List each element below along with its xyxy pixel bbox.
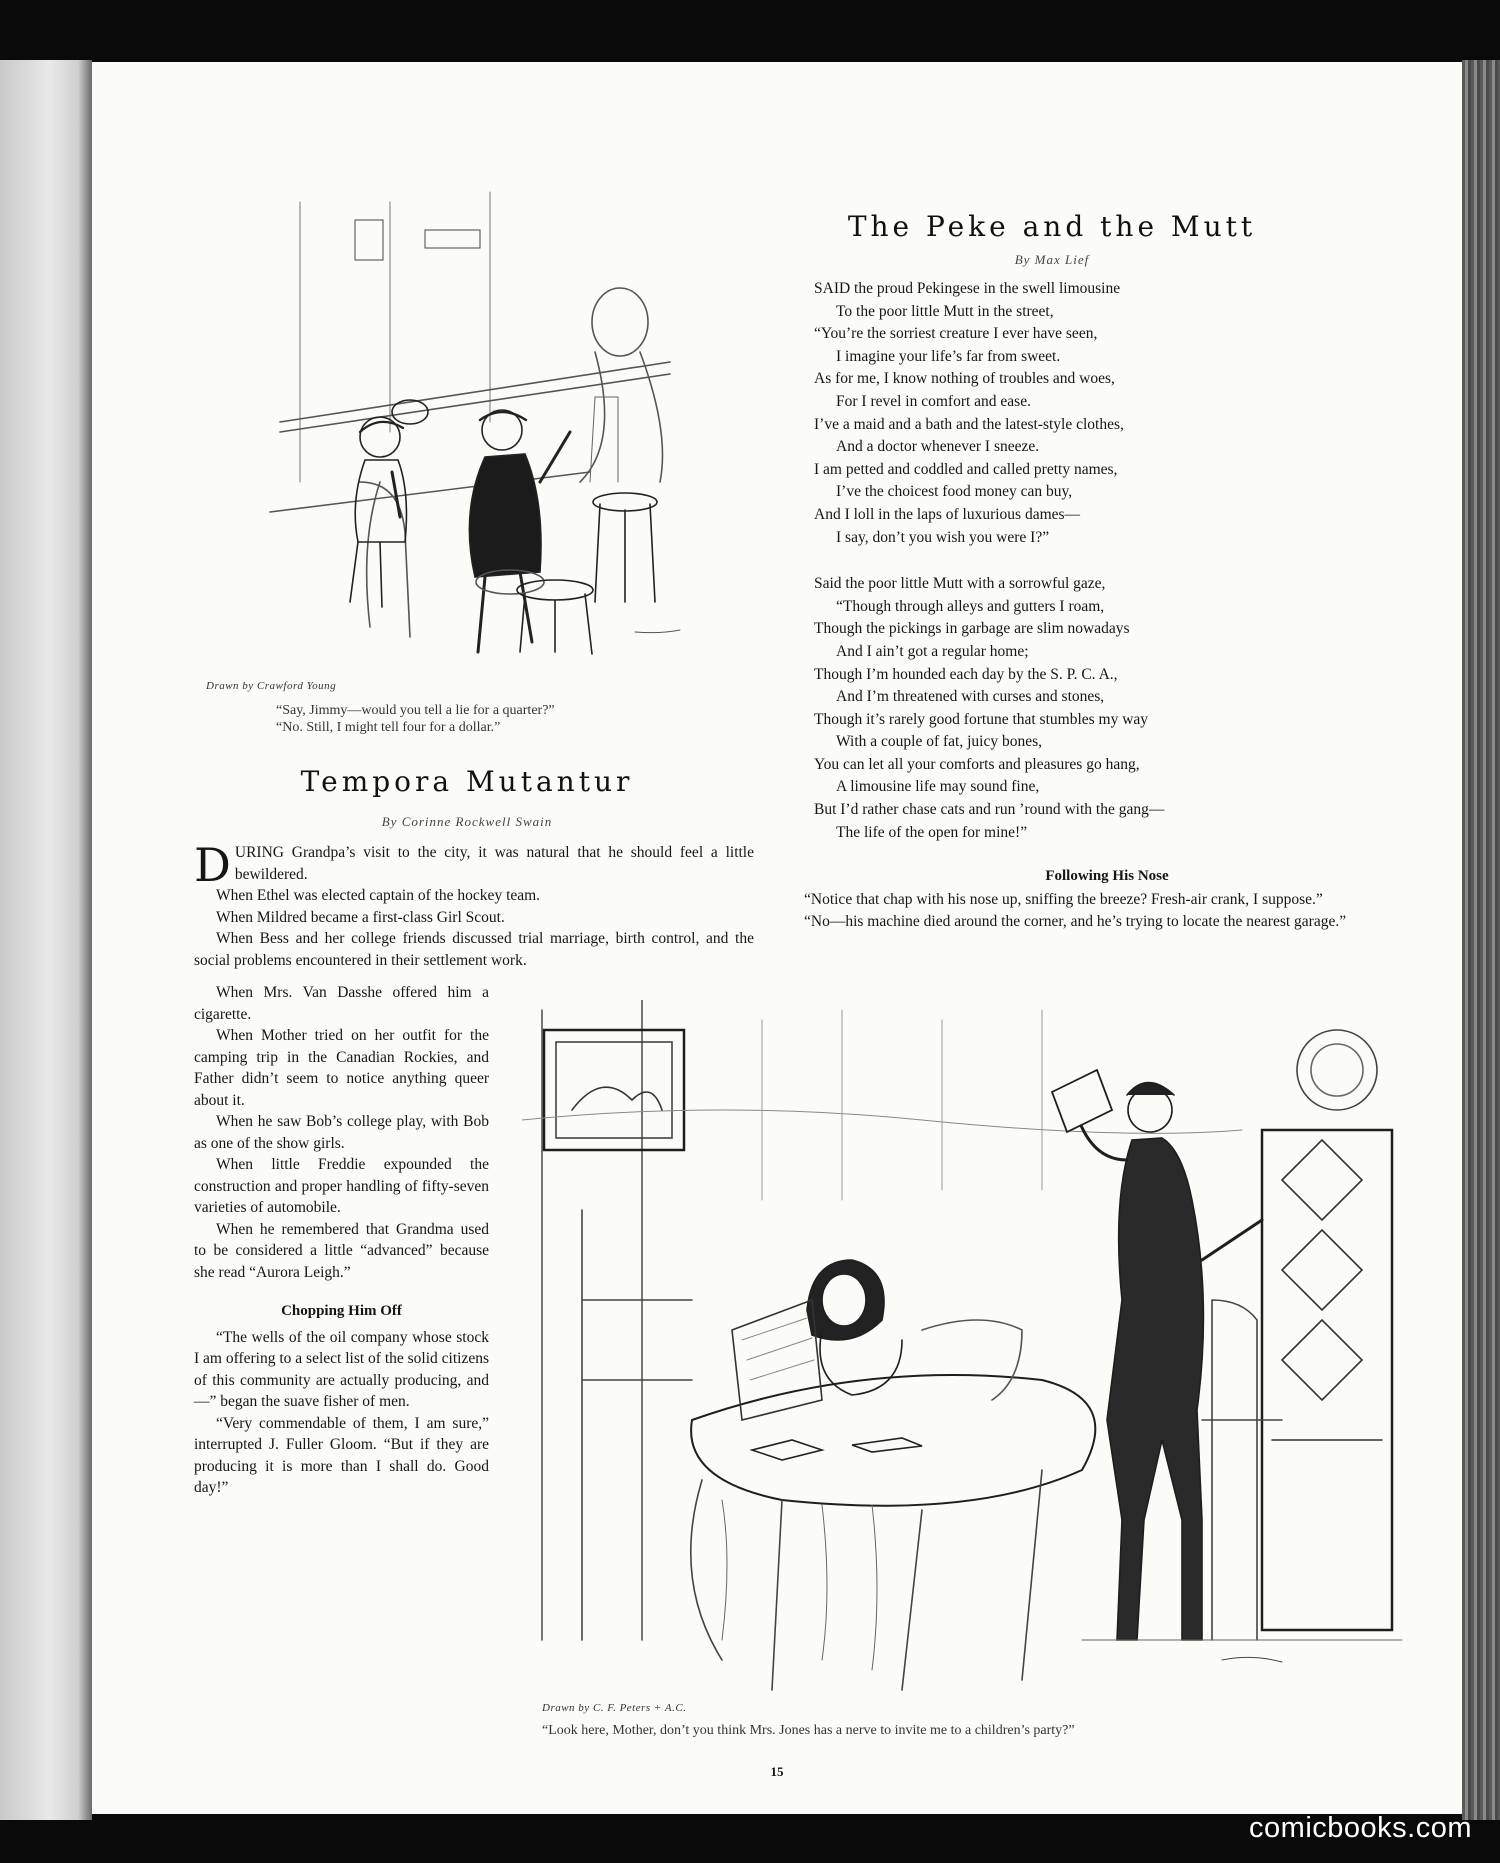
poem-line: I’ve a maid and a bath and the latest-style clothes, xyxy=(814,415,1124,433)
tempora-paragraph: When Mother tried on her outfit for the camping trip in the Canadian Rockies, and Father didn’t seem to notice anything queer about it. xyxy=(194,1027,489,1109)
poem-line: And a doctor whenever I sneeze. xyxy=(836,438,1040,456)
scan-left-page-edge xyxy=(0,60,92,1820)
caption-line: “Say, Jimmy—would you tell a lie for a quarter?” xyxy=(276,703,555,718)
poem-line: I say, don’t you wish you were I?” xyxy=(836,528,1050,546)
tempora-paragraph: When he remembered that Grandma used to be considered a little “advanced” because she read “Aurora Leigh.” xyxy=(194,1220,489,1281)
article-byline-peke: By Max Lief xyxy=(1014,252,1090,267)
site-watermark: comicbooks.com xyxy=(1249,1812,1472,1844)
article-byline-tempora: By Corinne Rockwell Swain xyxy=(381,814,553,829)
poem-line: And I’m threatened with curses and stones, xyxy=(836,688,1105,706)
illustration-caption-bottom: “Look here, Mother, don’t you think Mrs. Jones has a nerve to invite me to a children’s party?” xyxy=(542,1723,1075,1738)
poem-line: As for me, I know nothing of troubles and woes, xyxy=(814,370,1115,388)
poem-stanza xyxy=(814,278,1414,549)
poem-line: “You’re the sorriest creature I ever have seen, xyxy=(814,325,1098,343)
chopping-paragraph: “Very commendable of them, I am sure,” interrupted J. Fuller Gloom. “But if they are producing it is more than I shall do. Good day!” xyxy=(194,1414,489,1496)
poem-line: And I ain’t got a regular home; xyxy=(836,642,1029,660)
poem-peke-and-mutt xyxy=(814,278,1414,868)
tempora-paragraph: When little Freddie expounded the construction and proper handling of fifty-seven varieties of automobile. xyxy=(194,1156,489,1216)
poem-line: SAID the proud Pekingese in the swell limousine xyxy=(814,280,1121,297)
poem-line: A limousine life may sound fine, xyxy=(836,778,1040,796)
drop-cap: D xyxy=(194,838,231,892)
poem-line: But I’d rather chase cats and run ’round with the gang— xyxy=(814,801,1165,819)
illustration-credit-bottom: Drawn by C. F. Peters + A.C. xyxy=(542,1702,687,1714)
page-number: 15 xyxy=(770,1764,784,1779)
tempora-paragraph: When Mrs. Van Dasshe offered him a cigarette. xyxy=(194,984,489,1023)
poem-line: I am petted and coddled and called pretty names, xyxy=(814,460,1118,478)
following-paragraph: “No—his machine died around the corner, and he’s trying to locate the nearest garage.” xyxy=(804,912,1347,930)
poem-line: To the poor little Mutt in the street, xyxy=(836,302,1054,320)
poem-line: You can let all your comforts and pleasures go hang, xyxy=(814,755,1140,773)
chopping-heading: Chopping Him Off xyxy=(281,1303,402,1319)
tempora-body-wide xyxy=(194,838,754,971)
poem-line: And I loll in the laps of luxurious dames— xyxy=(814,505,1081,523)
chopping-paragraph: “The wells of the oil company whose stock I am offering to a select list of the solid citizens of this community are actually producing, and—” began the suave fisher of men. xyxy=(194,1328,489,1410)
article-title-peke: The Peke and the Mutt xyxy=(847,210,1257,243)
poem-line: The life of the open for mine!” xyxy=(836,823,1028,841)
magazine-page xyxy=(92,62,1462,1814)
tempora-opening: DURING Grandpa’s visit to the city, it was natural that he should feel a little bewildered. xyxy=(194,838,754,892)
illustration-parlor-scene xyxy=(522,1000,1412,1700)
following-section xyxy=(782,868,1432,932)
caption-line: “No. Still, I might tell four for a dollar.” xyxy=(276,720,501,735)
poem-stanza xyxy=(814,573,1414,844)
poem-line: Though the pickings in garbage are slim nowadays xyxy=(814,620,1130,638)
poem-line: I’ve the choicest food money can buy, xyxy=(836,483,1073,501)
following-heading: Following His Nose xyxy=(1045,868,1169,884)
poem-line: For I revel in comfort and ease. xyxy=(836,392,1031,410)
poem-line: “Though through alleys and gutters I roam, xyxy=(836,597,1105,615)
poem-line: Though I’m hounded each day by the S. P. C. A., xyxy=(814,665,1118,683)
article-title-tempora: Tempora Mutantur xyxy=(300,765,634,798)
tempora-body-narrow xyxy=(194,982,489,1499)
poem-line: With a couple of fat, juicy bones, xyxy=(836,733,1042,751)
scan-right-binding xyxy=(1462,60,1500,1820)
tempora-paragraph: When Ethel was elected captain of the hockey team. xyxy=(216,887,541,904)
tempora-paragraph: When he saw Bob’s college play, with Bob as one of the show girls. xyxy=(194,1113,489,1152)
following-paragraph: “Notice that chap with his nose up, sniffing the breeze? Fresh-air crank, I suppose.” xyxy=(804,891,1323,908)
illustration-caption-top xyxy=(276,702,696,736)
tempora-paragraph: When Mildred became a first-class Girl Scout. xyxy=(216,908,505,926)
poem-line: Though it’s rarely good fortune that stumbles my way xyxy=(814,710,1149,728)
poem-line: Said the poor little Mutt with a sorrowful gaze, xyxy=(814,575,1106,593)
tempora-paragraph: When Bess and her college friends discussed trial marriage, birth control, and the social problems encountered in their settlement work. xyxy=(194,930,754,969)
poem-line: I imagine your life’s far from sweet. xyxy=(836,347,1061,365)
illustration-credit-top: Drawn by Crawford Young xyxy=(206,680,337,692)
illustration-soda-fountain xyxy=(240,182,720,682)
